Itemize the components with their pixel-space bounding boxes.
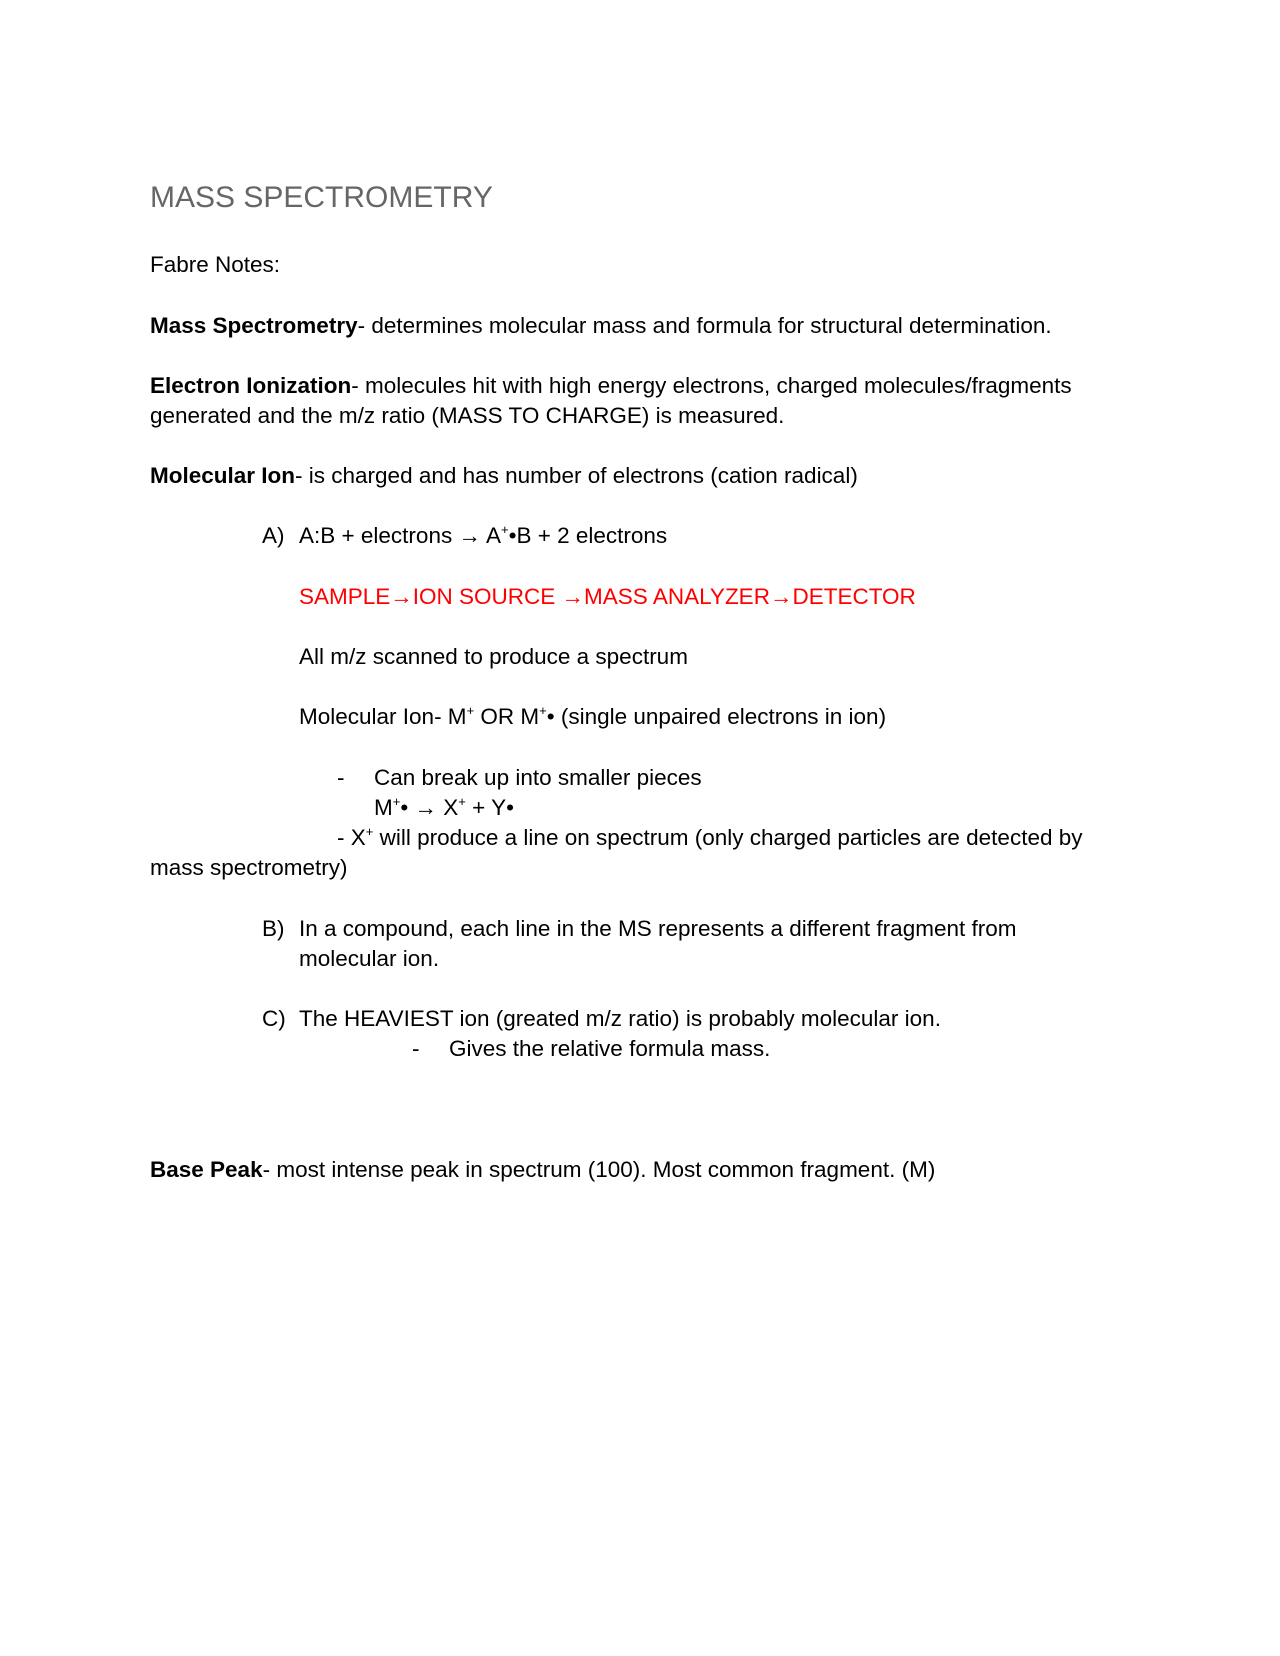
item-c-line1: The HEAVIEST ion (greated m/z ratio) is probably molecular ion. — [299, 1006, 941, 1031]
equation-part: • → X — [400, 795, 459, 820]
x-plus-bullet-continuation: mass spectrometry) — [150, 855, 348, 880]
molecular-ion-term: Molecular Ion — [150, 463, 296, 488]
electron-ionization-term: Electron Ionization — [150, 373, 352, 398]
item-c-sub-dash: - — [412, 1036, 420, 1061]
mass-spectrometry-definition — [150, 311, 1052, 341]
break-bullet-text: Can break up into smaller pieces — [374, 765, 702, 790]
equation-part: M — [374, 795, 393, 820]
equation-part: + Y• — [465, 795, 514, 820]
notation-part: • (single unpaired electrons in ion) — [546, 704, 887, 729]
electron-ionization-continuation: generated and the m/z ratio (MASS TO CHARGE) is measured. — [150, 403, 785, 428]
x-plus-bullet — [337, 823, 1082, 853]
charge-superscript: + — [466, 702, 475, 718]
base-peak-term: Base Peak — [150, 1157, 263, 1182]
molecular-ion-notation — [299, 702, 886, 732]
instrument-flow: SAMPLE→ION SOURCE →MASS ANALYZER→DETECTOR — [299, 584, 916, 609]
charge-superscript: + — [500, 521, 509, 537]
base-peak-definition — [150, 1155, 935, 1185]
page-title: MASS SPECTROMETRY — [150, 181, 493, 214]
item-b-line2: molecular ion. — [299, 946, 440, 971]
bullet-part: - X — [337, 825, 366, 850]
mass-spectrometry-text: - determines molecular mass and formula for structural determination. — [357, 313, 1052, 338]
item-b-line1: In a compound, each line in the MS represents a different fragment from — [299, 916, 1017, 941]
notation-part: Molecular Ion- M — [299, 704, 467, 729]
scan-statement: All m/z scanned to produce a spectrum — [299, 644, 688, 669]
mass-spectrometry-term: Mass Spectrometry — [150, 313, 358, 338]
notation-part: OR M — [474, 704, 540, 729]
base-peak-text: - most intense peak in spectrum (100). Most common fragment. (M) — [262, 1157, 936, 1182]
item-c-marker: C) — [262, 1006, 286, 1031]
molecular-ion-definition — [150, 461, 858, 491]
fabre-notes-label: Fabre Notes: — [150, 252, 281, 277]
fragmentation-equation — [374, 793, 514, 823]
bullet-part: will produce a line on spectrum (only charged particles are detected by — [373, 825, 1083, 850]
electron-ionization-definition — [150, 371, 1072, 401]
charge-superscript: + — [392, 793, 401, 809]
molecular-ion-text: - is charged and has number of electrons (cation radical) — [295, 463, 858, 488]
charge-superscript: + — [539, 702, 547, 718]
charge-superscript: + — [458, 793, 466, 809]
item-b-marker: B) — [262, 916, 285, 941]
item-a-equation — [299, 521, 667, 551]
equation-part: •B + 2 electrons — [508, 523, 668, 548]
equation-part: A:B + electrons → A — [299, 523, 501, 548]
item-a-marker: A) — [262, 523, 285, 548]
charge-superscript: + — [365, 823, 374, 839]
break-bullet-dash: - — [337, 765, 345, 790]
electron-ionization-text: - molecules hit with high energy electrons, charged molecules/fragments — [351, 373, 1072, 398]
item-c-sub-text: Gives the relative formula mass. — [449, 1036, 771, 1061]
